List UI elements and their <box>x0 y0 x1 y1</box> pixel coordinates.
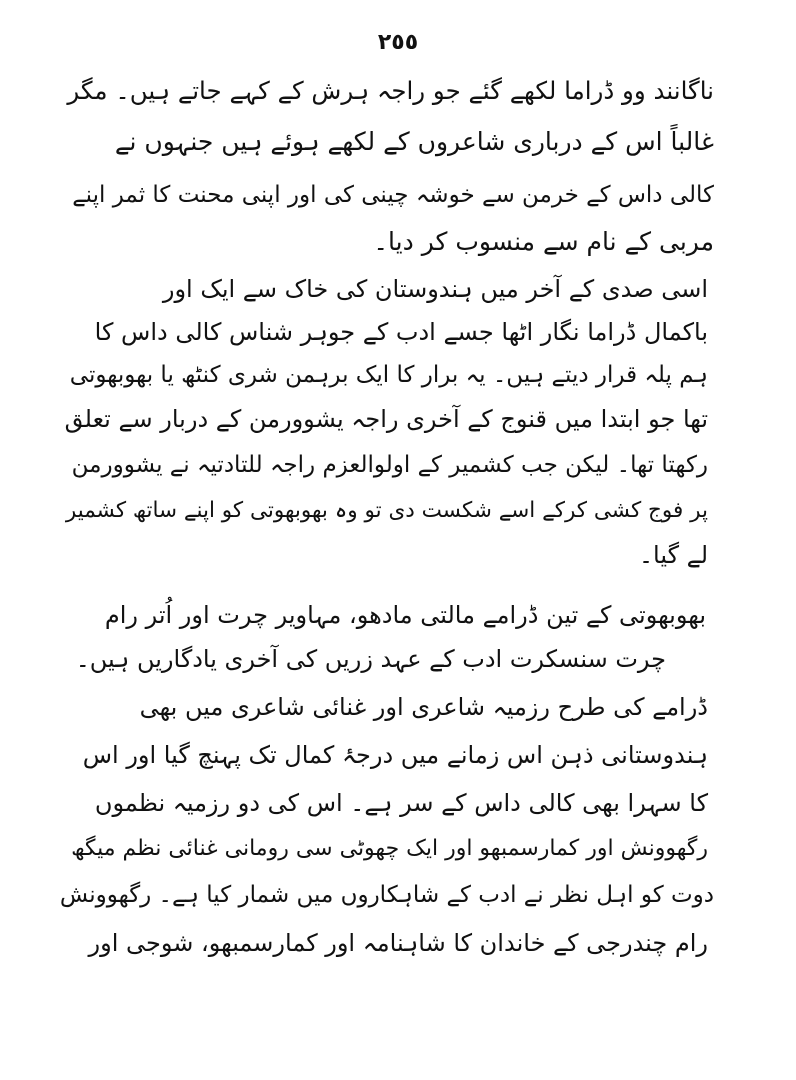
text-line: ہم پلہ قرار دیتے ہیں۔ یہ برار کا ایک برہمن شری کنٹھ یا بھوبھوتی <box>69 362 708 388</box>
page-number: ٢٥٥ <box>377 30 419 55</box>
text-line: کا سہرا بھی کالی داس کے سر ہے۔ اس کی دو رزمیہ نظموں <box>94 789 708 817</box>
text-line: رگھوونش اور کمارسمبھو اور ایک چھوٹی سی رومانی غنائی نظم میگھ <box>71 836 708 861</box>
text-line: ڈرامے کی طرح رزمیہ شاعری اور غنائی شاعری میں بھی <box>139 693 708 721</box>
text-line: باکمال ڈراما نگار اٹھا جسے ادب کے جوہر شناس کالی داس کا <box>94 318 708 346</box>
text-line: تھا جو ابتدا میں قنوج کے آخری راجہ یشوورمن کے دربار سے تعلق <box>64 405 708 433</box>
text-line: چرت سنسکرت ادب کے عہد زریں کی آخری یادگاریں ہیں۔ <box>75 645 666 673</box>
text-line: پر فوج کشی کرکے اسے شکست دی تو وہ بھوبھوتی کو اپنے ساتھ کشمیر <box>65 498 708 523</box>
text-line: بھوبھوتی کے تین ڈرامے مالتی مادھو، مہاویر چرت اور اُتر رام <box>104 601 706 629</box>
text-line: غالباً اس کے درباری شاعروں کے لکھے ہوئے ہیں جنہوں نے <box>114 127 714 156</box>
text-line: لے گیا۔ <box>638 541 708 569</box>
text-line: ہندوستانی ذہن اس زمانے میں درجۂ کمال تک پہنچ گیا اور اس <box>82 741 708 769</box>
text-line: دوت کو اہل نظر نے ادب کے شاہکاروں میں شمار کیا ہے۔ رگھوونش <box>59 882 714 908</box>
text-line: کالی داس کے خرمن سے خوشہ چینی کی اور اپنی محنت کا ثمر اپنے <box>72 182 714 208</box>
text-line: رام چندرجی کے خاندان کا شاہنامہ اور کمارسمبھو، شوجی اور <box>88 929 708 957</box>
text-line: رکھتا تھا۔ لیکن جب کشمیر کے اولوالعزم راجہ للتادتیہ نے یشوورمن <box>71 452 708 478</box>
text-line: اسی صدی کے آخر میں ہندوستان کی خاک سے ایک اور <box>162 275 708 303</box>
text-line: مربی کے نام سے منسوب کر دیا۔ <box>373 227 714 256</box>
text-line: ناگانند وو ڈراما لکھے گئے جو راجہ ہرش کے کہے جاتے ہیں۔ مگر <box>67 76 714 105</box>
